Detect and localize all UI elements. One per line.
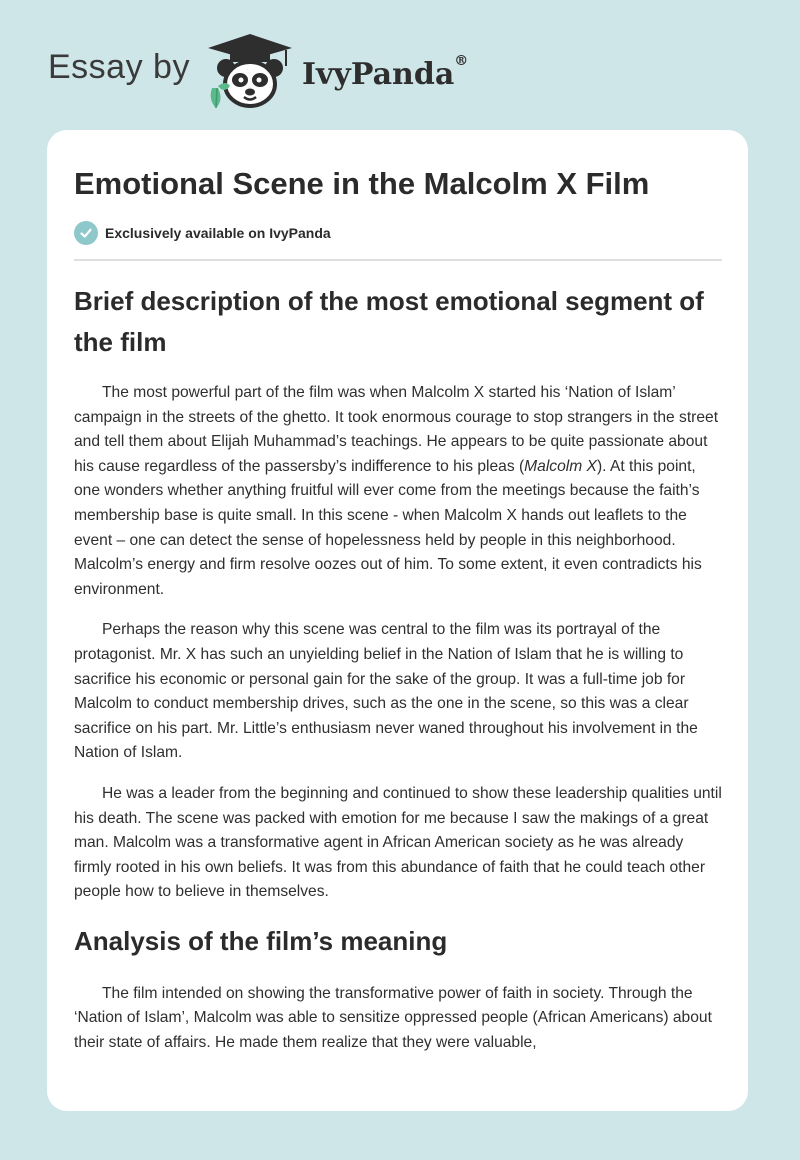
page-title: Emotional Scene in the Malcolm X Film — [74, 166, 650, 201]
article-card — [47, 130, 748, 1111]
paragraph-1 — [74, 381, 722, 602]
site-header — [48, 30, 468, 110]
registered-mark: ® — [454, 52, 469, 69]
exclusive-badge — [74, 221, 722, 261]
paragraph-3: He was a leader from the beginning and continued to show these leadership qualities until his death. The scene was packed with emotion for me because I saw the makings of a great man. Malcolm was a transformative agent in African American society as he was already firmly rooted in his own beliefs. It was from this abundance of faith that he could teach other people how to believe in themselves. — [74, 784, 722, 901]
section-heading-analysis: Analysis of the film’s meaning — [74, 925, 448, 956]
paragraph-1-text-b: ). At this point, one wonders whether anything fruitful will ever come from the meetings because the faith’s membership base is quite small. In this scene - when Malcolm X hands out leaflets to the event – one can detect the sense of hopelessness held by people in this neighborhood. Malcolm’s energy and firm resolve oozes out of him. To some extent, it even contradicts his environment. — [74, 457, 702, 598]
essay-by-label: Essay by — [48, 47, 190, 86]
check-circle-icon — [74, 221, 98, 245]
panda-graduate-icon[interactable] — [204, 30, 296, 110]
paragraph-1-text-a: The most powerful part of the film was when Malcolm X started his ‘Nation of Islam’ campaign in the streets of the ghetto. It took enormous courage to stop strangers in the street and tell them about Elijah Muhammad’s teachings. He appears to be quite passionate about his cause regardless of the passersby’s indifference to his pleas ( — [74, 384, 719, 475]
film-citation: Malcolm X — [524, 457, 597, 475]
brand-text: IvyPanda — [301, 56, 455, 92]
paragraph-4: The film intended on showing the transformative power of faith in society. Through the ‘Nation of Islam’, Malcolm was able to sensitize oppressed people (African Americans) about their state of affairs. He made them realize that they were valuable, — [74, 984, 712, 1052]
brand-name[interactable] — [301, 52, 469, 92]
exclusive-label: Exclusively available on IvyPanda — [105, 225, 331, 241]
paragraph-2: Perhaps the reason why this scene was central to the film was its portrayal of the protagonist. Mr. X has such an unyielding belief in the Nation of Islam that he is willing to sacrifice his economic or personal gain for the sake of the group. It was a full-time job for Malcolm to conduct membership drives, such as the one in the scene, so this was a clear sacrifice on his part. Mr. Little’s enthusiasm never waned throughout his involvement in the Nation of Islam. — [74, 621, 698, 762]
section-heading-emotional-segment: Brief description of the most emotional segment of the film — [74, 286, 704, 357]
